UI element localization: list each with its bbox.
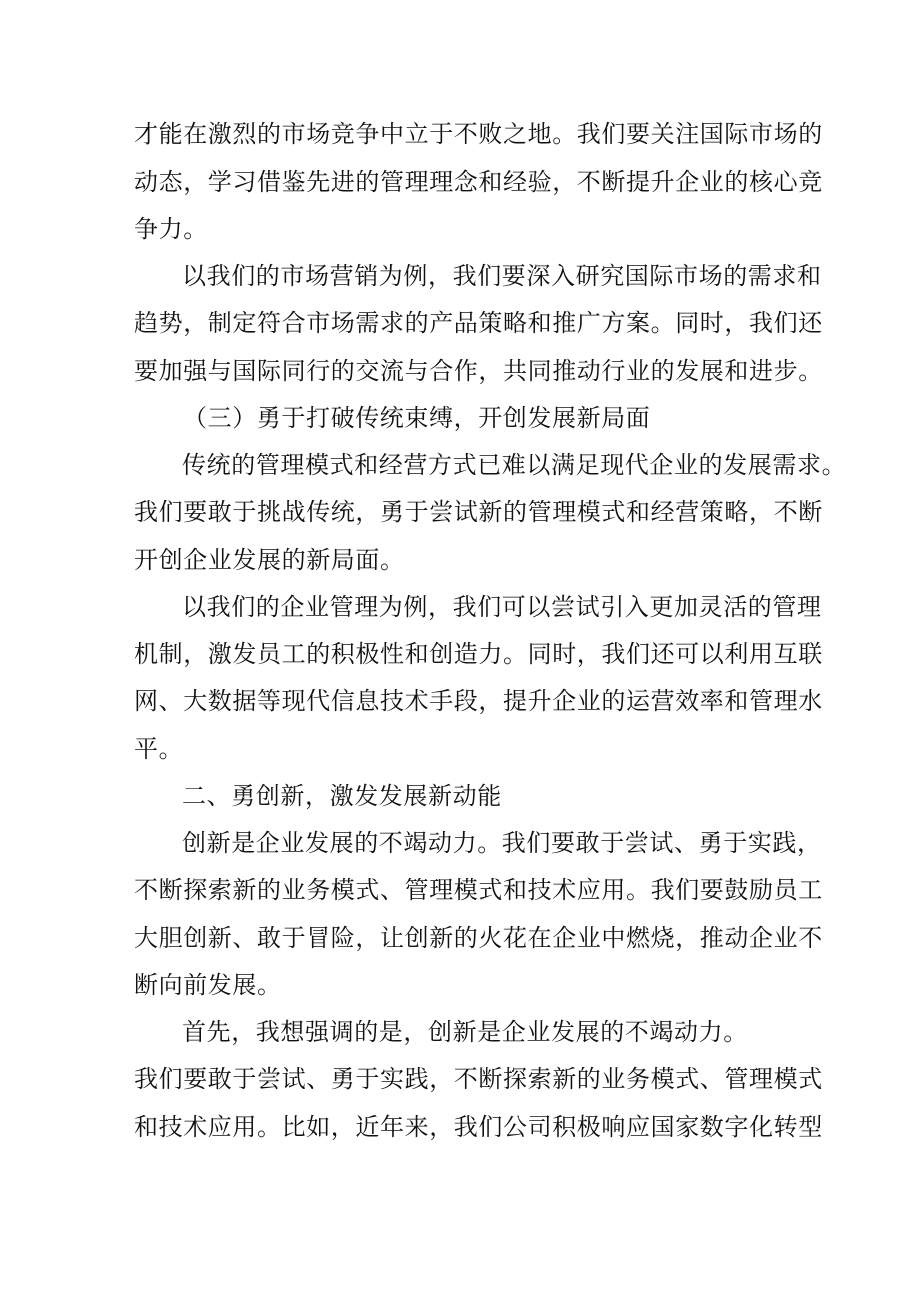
text-line: 我们要敢于挑战传统，勇于尝试新的管理模式和经营策略，不断 [134,498,823,526]
text-line: 传统的管理模式和经营方式已难以满足现代企业的发展需求。 [182,451,847,479]
text-line: 网、大数据等现代信息技术手段，提升企业的运营效率和管理水 [134,687,823,715]
text-line: 平。 [134,735,184,763]
section-heading: 二、勇创新，激发发展新动能 [182,782,502,810]
text-line: 断向前发展。 [134,971,282,999]
text-line: 以我们的市场营销为例，我们要深入研究国际市场的需求和 [182,262,822,290]
text-line: 开创企业发展的新局面。 [134,546,405,574]
text-line: 不断探索新的业务模式、管理模式和技术应用。我们要鼓励员工 [134,876,823,904]
text-line: 和技术应用。比如，近年来，我们公司积极响应国家数字化转型 [134,1113,823,1141]
text-line: 趋势，制定符合市场需求的产品策略和推广方案。同时，我们还 [134,309,823,337]
text-line: 我们要敢于尝试、勇于实践，不断探索新的业务模式、管理模式 [134,1065,823,1093]
text-line: 创新是企业发展的不竭动力。我们要敢于尝试、勇于实践， [182,829,822,857]
text-line: 以我们的企业管理为例，我们可以尝试引入更加灵活的管理 [182,593,822,621]
text-line: 动态，学习借鉴先进的管理理念和经验，不断提升企业的核心竞 [134,168,823,196]
text-line: 争力。 [134,215,208,243]
text-line: 首先，我想强调的是，创新是企业发展的不竭动力。 [182,1018,748,1046]
section-heading: （三）勇于打破传统束缚，开创发展新局面 [183,404,651,432]
text-line: 机制，激发员工的积极性和创造力。同时，我们还可以利用互联 [134,640,823,668]
text-line: 大胆创新、敢于冒险，让创新的火花在企业中燃烧，推动企业不 [134,924,823,952]
text-line: 才能在激烈的市场竞争中立于不败之地。我们要关注国际市场的 [134,120,823,148]
text-line: 要加强与国际同行的交流与合作，共同推动行业的发展和进步。 [134,357,823,385]
